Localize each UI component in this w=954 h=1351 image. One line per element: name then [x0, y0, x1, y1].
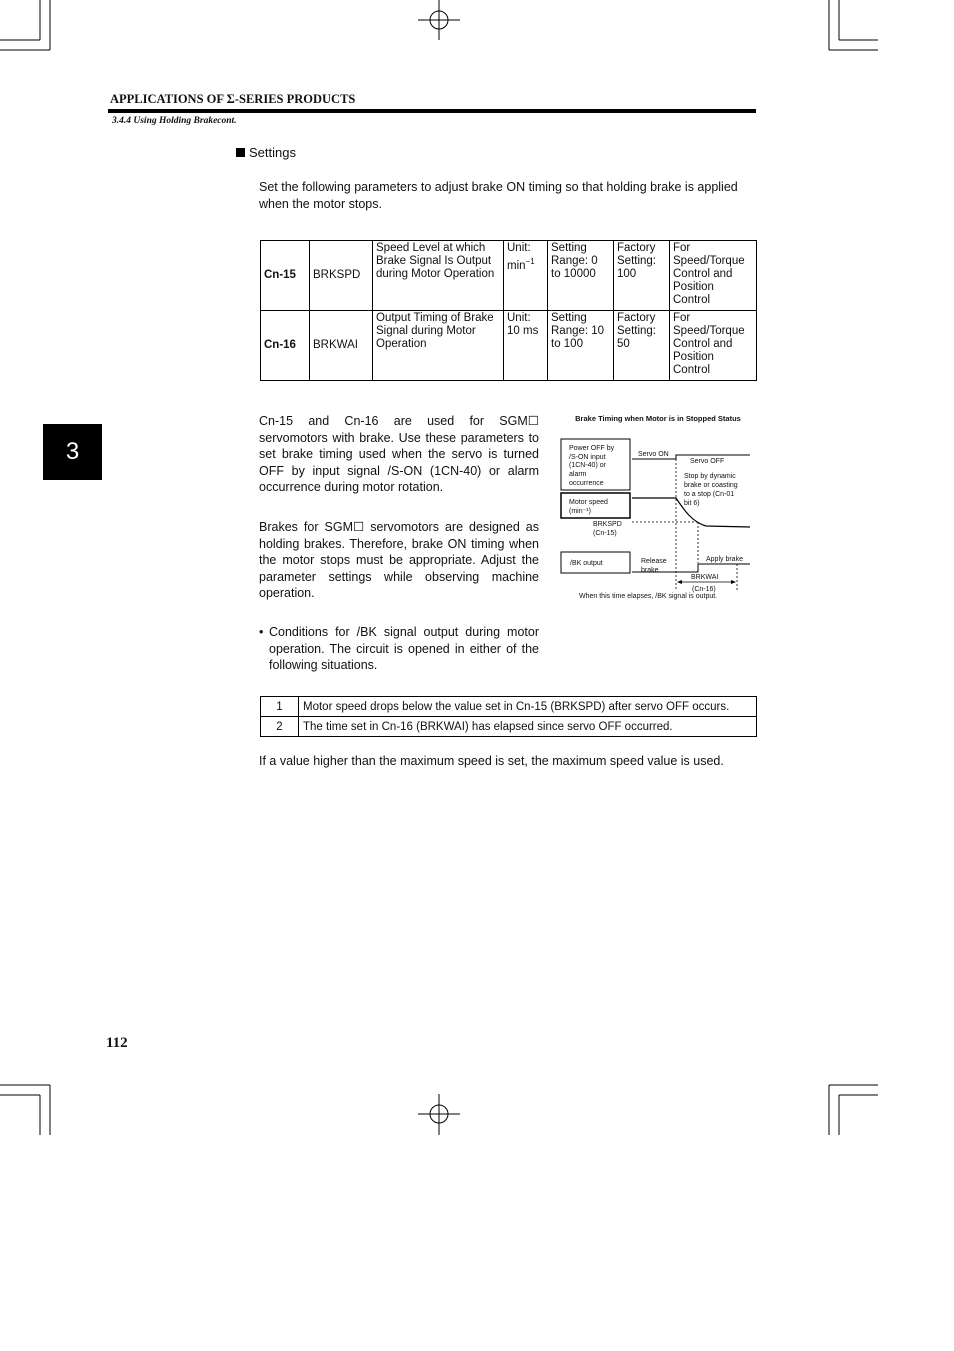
servo-off-label: Servo OFF — [690, 458, 725, 465]
settings-heading — [236, 145, 296, 160]
brkspd-label: BRKSPD (Cn-15) — [593, 521, 622, 537]
release-brake-label: Release brake — [641, 558, 667, 574]
param-unit-value: min — [507, 259, 526, 272]
elapse-note: When this time elapses, /BK signal is output. — [579, 593, 718, 600]
bullet-icon: • — [259, 625, 264, 639]
bullet-item — [259, 624, 539, 674]
apply-brake-label: Apply brake — [706, 556, 743, 563]
param-unit-value: 10 ms — [507, 325, 539, 337]
param-name: BRKSPD — [310, 241, 373, 311]
brake-timing-diagram — [555, 430, 760, 605]
settings-heading-label: Settings — [249, 145, 296, 160]
servo-on-label: Servo ON — [638, 451, 669, 458]
diagram-title: Brake Timing when Motor is in Stopped Status — [575, 414, 741, 423]
motor-speed-label: Motor speed (min⁻¹) — [569, 499, 608, 515]
param-description: Output Timing of Brake Signal during Motor Operation — [373, 311, 504, 381]
param-unit-label: Unit: — [507, 242, 531, 254]
body-paragraph-1: Cn-15 and Cn-16 are used for SGM☐ servomotors with brake. Use these parameters to set brake timing used when the servo is turned OFF by input signal /S-ON (1CN-40) or alarm occurrence during motor rotation. — [259, 414, 539, 494]
param-unit — [504, 241, 548, 311]
bk-output-label: /BK output — [570, 560, 603, 567]
bullet-text: Conditions for /BK signal output during motor operation. The circuit is opened in either of the following situations. — [269, 625, 539, 672]
param-range: Setting Range: 10 to 100 — [548, 311, 614, 381]
table-row — [261, 241, 757, 311]
parameter-table — [260, 240, 757, 381]
chapter-tab: 3 — [43, 424, 102, 480]
table-row — [261, 311, 757, 381]
table-row — [261, 717, 757, 737]
param-factory: Factory Setting: 50 — [614, 311, 670, 381]
condition-text: Motor speed drops below the value set in Cn-15 (BRKSPD) after servo OFF occurs. — [299, 697, 757, 717]
running-header-title: APPLICATIONS OF Σ-SERIES PRODUCTS — [110, 92, 356, 106]
condition-text: The time set in Cn-16 (BRKWAI) has elapsed since servo OFF occurred. — [299, 717, 757, 737]
page-number: 112 — [106, 1035, 128, 1051]
param-applies: For Speed/Torque Control and Position Control — [670, 311, 757, 381]
table-row — [261, 697, 757, 717]
header-rule — [108, 109, 756, 113]
param-unit — [504, 311, 548, 381]
param-code: Cn-15 — [261, 241, 310, 311]
param-code: Cn-16 — [261, 311, 310, 381]
param-unit-label: Unit: — [507, 312, 531, 324]
arrow-left-icon — [677, 580, 682, 584]
param-name: BRKWAI — [310, 311, 373, 381]
conditions-table — [260, 696, 757, 737]
stop-note: Stop by dynamic brake or coasting to a stop (Cn-01 bit 6) — [684, 473, 738, 507]
param-factory: Factory Setting: 100 — [614, 241, 670, 311]
brkwai-label: BRKWAI (Cn-16) — [691, 574, 719, 593]
condition-number: 1 — [261, 697, 299, 717]
breadcrumb: 3.4.4 Using Holding Brakecont. — [112, 116, 237, 126]
power-off-label: Power OFF by /S-ON input (1CN-40) or alarm occurrence — [569, 445, 615, 487]
param-unit-sup: −1 — [525, 257, 535, 266]
arrow-right-icon — [731, 580, 736, 584]
param-applies: For Speed/Torque Control and Position Control — [670, 241, 757, 311]
param-range: Setting Range: 0 to 10000 — [548, 241, 614, 311]
footer-note: If a value higher than the maximum speed is set, the maximum speed value is used. — [259, 754, 724, 768]
square-bullet-icon — [236, 148, 245, 157]
param-description: Speed Level at which Brake Signal Is Output during Motor Operation — [373, 241, 504, 311]
condition-number: 2 — [261, 717, 299, 737]
body-paragraph-2: Brakes for SGM☐ servomotors are designed as holding brakes. Therefore, brake ON timing when the motor stops must be appropriate. Adjust the parameter settings while observing machine operation. — [259, 520, 539, 600]
settings-intro: Set the following parameters to adjust brake ON timing so that holding brake is applied when the motor stops. — [259, 180, 738, 211]
